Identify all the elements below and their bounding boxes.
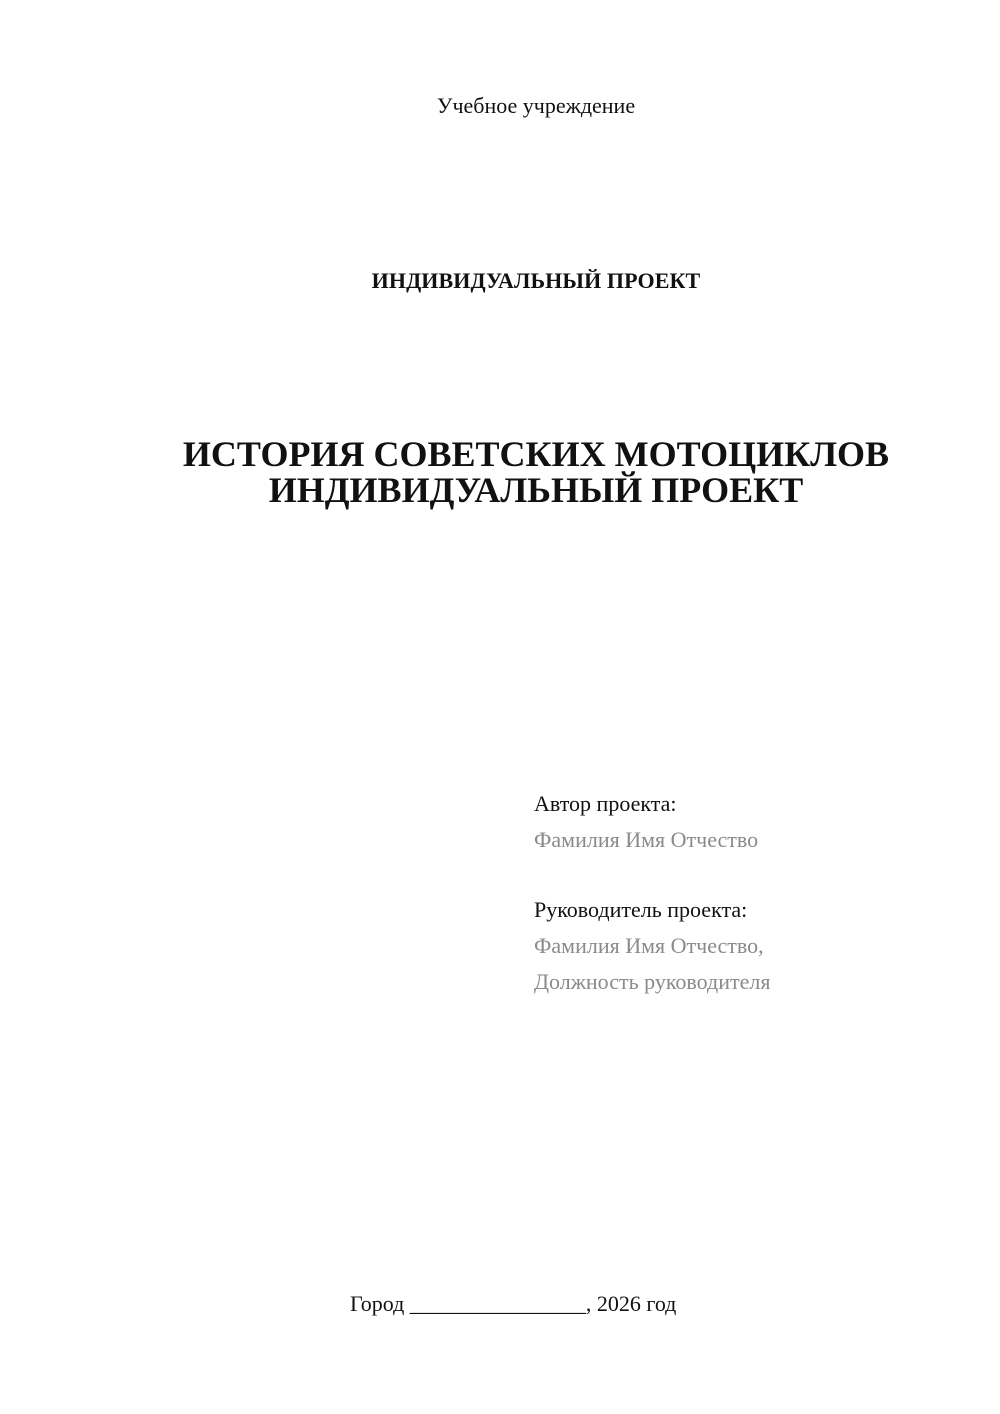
supervisor-name: Фамилия Имя Отчество,: [534, 933, 764, 958]
project-type-heading: ИНДИВИДУАЛЬНЫЙ ПРОЕКТ: [371, 268, 701, 293]
project-title-line-2: ИНДИВИДУАЛЬНЫЙ ПРОЕКТ: [268, 470, 804, 510]
author-block: [534, 786, 974, 858]
supervisor-block: [534, 892, 974, 1000]
city-year-line: Город ________________, 2026 год: [350, 1291, 677, 1316]
institution-name: Учебное учреждение: [436, 93, 636, 118]
project-title: [0, 436, 1000, 508]
supervisor-position: Должность руководителя: [534, 969, 771, 994]
author-label: Автор проекта:: [534, 791, 677, 816]
author-name: Фамилия Имя Отчество: [534, 827, 759, 852]
supervisor-label: Руководитель проекта:: [534, 897, 748, 922]
project-title-line-1: ИСТОРИЯ СОВЕТСКИХ МОТОЦИКЛОВ: [182, 434, 890, 474]
